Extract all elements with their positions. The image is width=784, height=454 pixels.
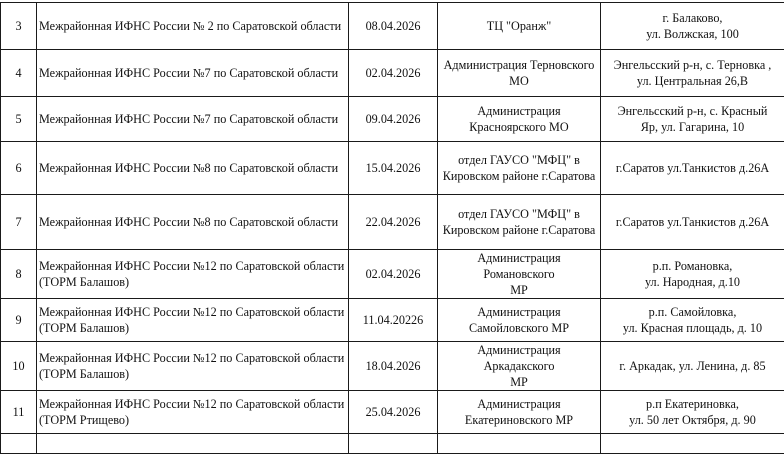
inspection-name-line: Межрайонная ИФНС России №7 по Саратовской области — [39, 111, 345, 127]
venue-name-line: МР — [441, 282, 597, 298]
venue-address-line: Энгельсский р-н, с. Красный — [604, 103, 781, 119]
venue-address — [601, 195, 784, 250]
venue-name-line: отдел ГАУСО "МФЦ" в — [441, 152, 597, 168]
row-number: 6 — [1, 142, 37, 195]
venue-name-line: Екатериновского МР — [441, 412, 597, 428]
inspection-name-line: Межрайонная ИФНС России № 2 по Саратовской области — [39, 18, 345, 34]
venue-name-line: МО — [441, 73, 597, 89]
row-number: 5 — [1, 97, 37, 142]
venue-address-line: р.п. Самойловка, — [604, 304, 781, 320]
row-number: 10 — [1, 342, 37, 391]
venue-name-line: Администрация Аркадакского — [441, 342, 597, 374]
venue-name — [438, 50, 601, 97]
venue-name — [438, 195, 601, 250]
event-date: 11.04.20226 — [349, 299, 438, 342]
inspection-name-line: Межрайонная ИФНС России №8 по Саратовской области — [39, 160, 345, 176]
venue-name — [438, 3, 601, 50]
venue-name-line: МР — [441, 374, 597, 390]
inspection-name — [37, 299, 349, 342]
venue-address-line: ул. 50 лет Октября, д. 90 — [604, 412, 781, 428]
table-row — [1, 250, 784, 299]
venue-address — [601, 342, 784, 391]
table-row — [1, 195, 784, 250]
row-number: 7 — [1, 195, 37, 250]
row-number: 9 — [1, 299, 37, 342]
row-number: 4 — [1, 50, 37, 97]
venue-address — [601, 142, 784, 195]
event-date: 09.04.2026 — [349, 97, 438, 142]
event-date: 02.04.2026 — [349, 250, 438, 299]
venue-address — [601, 250, 784, 299]
venue-name — [438, 391, 601, 434]
venue-address-line: ул. Волжская, 100 — [604, 26, 781, 42]
inspection-name — [37, 3, 349, 50]
row-number: 11 — [1, 391, 37, 434]
inspection-name-line: (ТОРМ Балашов) — [39, 366, 345, 382]
table-row — [1, 142, 784, 195]
venue-address — [601, 299, 784, 342]
inspection-name — [37, 195, 349, 250]
venue-address — [601, 50, 784, 97]
event-date: 08.04.2026 — [349, 3, 438, 50]
table-row — [1, 50, 784, 97]
venue-name — [438, 434, 601, 454]
venue-address-line: г.Саратов ул.Танкистов д.26А — [604, 160, 781, 176]
inspection-name — [37, 391, 349, 434]
table-row — [1, 391, 784, 434]
inspection-name — [37, 342, 349, 391]
venue-name-line: отдел ГАУСО "МФЦ" в — [441, 206, 597, 222]
venue-address-line: ул. Народная, д.10 — [604, 274, 781, 290]
venue-name-line: Администрация — [441, 396, 597, 412]
venue-address-line: г.Саратов ул.Танкистов д.26А — [604, 214, 781, 230]
inspection-name-line: (ТОРМ Балашов) — [39, 274, 345, 290]
venue-address-line: р.п. Романовка, — [604, 258, 781, 274]
venue-name-line: Красноярского МО — [441, 119, 597, 135]
row-number: 3 — [1, 3, 37, 50]
venue-name-line: ТЦ "Оранж" — [441, 18, 597, 34]
venue-address-line: г. Балаково, — [604, 10, 781, 26]
inspection-name — [37, 142, 349, 195]
venue-address — [601, 3, 784, 50]
event-date — [349, 434, 438, 454]
inspection-name — [37, 97, 349, 142]
row-number — [1, 434, 37, 454]
venue-name — [438, 299, 601, 342]
event-date: 15.04.2026 — [349, 142, 438, 195]
event-date: 25.04.2026 — [349, 391, 438, 434]
inspection-name — [37, 434, 349, 454]
row-number: 8 — [1, 250, 37, 299]
venue-address — [601, 97, 784, 142]
inspection-name-line: (ТОРМ Ртищево) — [39, 412, 345, 428]
inspection-name-line: (ТОРМ Балашов) — [39, 320, 345, 336]
inspection-name-line: Межрайонная ИФНС России №12 по Саратовской области — [39, 304, 345, 320]
venue-name-line: Кировском районе г.Саратова — [441, 168, 597, 184]
inspection-name-line: Межрайонная ИФНС России №12 по Саратовской области — [39, 396, 345, 412]
venue-name — [438, 97, 601, 142]
event-date: 18.04.2026 — [349, 342, 438, 391]
venue-name — [438, 142, 601, 195]
venue-name-line: Кировском районе г.Саратова — [441, 222, 597, 238]
venue-name-line: Администрация — [441, 103, 597, 119]
venue-address — [601, 434, 784, 454]
inspection-name-line: Межрайонная ИФНС России №8 по Саратовской области — [39, 214, 345, 230]
inspection-name-line: Межрайонная ИФНС России №7 по Саратовской области — [39, 65, 345, 81]
venue-address-line: Энгельсский р-н, с. Терновка , — [604, 57, 781, 73]
venue-address — [601, 391, 784, 434]
inspection-name-line: Межрайонная ИФНС России №12 по Саратовской области — [39, 350, 345, 366]
schedule-table — [0, 2, 784, 454]
venue-name-line: Самойловского МР — [441, 320, 597, 336]
venue-address-line: р.п Екатериновка, — [604, 396, 781, 412]
table-row — [1, 342, 784, 391]
table-row — [1, 299, 784, 342]
event-date: 22.04.2026 — [349, 195, 438, 250]
venue-name — [438, 342, 601, 391]
table-body — [1, 3, 784, 454]
table-row — [1, 3, 784, 50]
venue-address-line: Яр, ул. Гагарина, 10 — [604, 119, 781, 135]
venue-address-line: ул. Красная площадь, д. 10 — [604, 320, 781, 336]
table-row — [1, 97, 784, 142]
venue-name-line: Администрация — [441, 304, 597, 320]
event-date: 02.04.2026 — [349, 50, 438, 97]
venue-name — [438, 250, 601, 299]
inspection-name-line: Межрайонная ИФНС России №12 по Саратовской области — [39, 258, 345, 274]
inspection-name — [37, 250, 349, 299]
venue-name-line: Администрация Терновского — [441, 57, 597, 73]
venue-name-line: Администрация Романовского — [441, 250, 597, 282]
venue-address-line: г. Аркадак, ул. Ленина, д. 85 — [604, 358, 781, 374]
table-row — [1, 434, 784, 454]
inspection-name — [37, 50, 349, 97]
venue-address-line: ул. Центральная 26,В — [604, 73, 781, 89]
